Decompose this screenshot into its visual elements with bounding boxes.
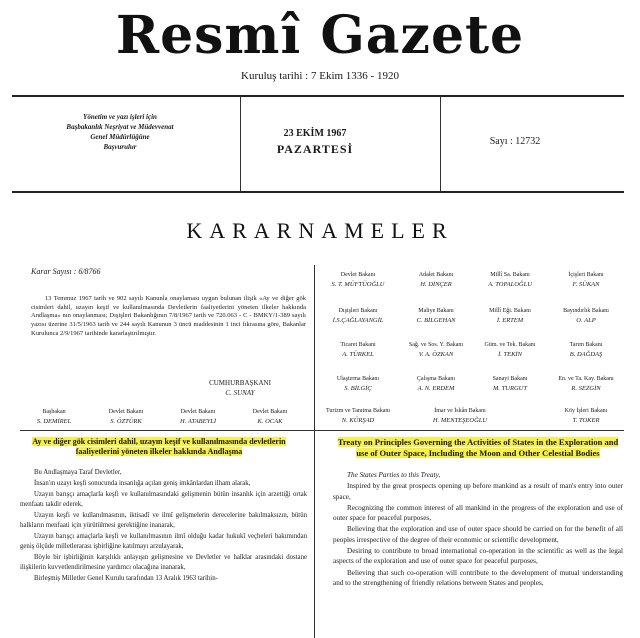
column-divider (314, 265, 315, 638)
issue-day: PAZARTESİ (276, 142, 354, 156)
signature: Çalışma Bakanı A. N. ERDEM (416, 376, 456, 392)
signature: İmar ve İskân Bakanı H. MENTEŞEOĞLU (432, 408, 488, 424)
signature: Başbakan S. DEMİREL (36, 409, 72, 425)
masthead-title: Resmî Gazete (115, 5, 525, 66)
signature: Ticaret Bakanı A. TÜRKEL (340, 342, 376, 358)
signature: Bayındırlık Bakanı O. ALP (563, 308, 609, 324)
treaty-body-english: The States Parties to this Treaty, Inspired by the great prospects opening up before mankind as a result of man's entry into outer space, Recognizing the common interest of all mankind in the progress of the exploration and use of outer space for peaceful purposes, Believing that the exploration and use of outer space should be carried on for the benefit of all peoples irrespective of the degree of their economic or scientific development, Desiring to contribute to broad international co-operation in the scientific as well as the legal aspects of the exploration and use of outer space for peaceful purposes, Believing that such co-operation will contribute to the development of mutual understanding and to the strengthening of friendly relations between States and peoples, (333, 471, 623, 587)
signature: Millî Eği. Bakanı İ. ERTEM (489, 308, 531, 324)
issue-number: Sayı : 12732 (489, 136, 541, 147)
signature: Adalet Bakanı H. DİNÇER (418, 272, 454, 288)
treaty-title-english: Treaty on Principles Governing the Activities of States in the Exploration and use of Outer Space, Including the Moon and Other Celestial Bodies (337, 437, 619, 458)
treaty-title-turkish: Ay ve diğer gök cisimleri dahil, uzayın keşif ve kullanılmasında devletlerin faaliyetlerini yöneten ilkeler hakkında Andlaşma (32, 437, 286, 456)
header-divider (240, 97, 241, 191)
signature: Güm. ve Tek. Bakanı İ. TEKİN (484, 342, 536, 358)
header-divider (440, 97, 441, 191)
president-signature: CUMHURBAŞKANI C. SUNAY (209, 379, 271, 397)
signature: Turizm ve Tanıtma Bakanı N. KÜRŞAD (325, 408, 391, 424)
signature: Devlet Bakanı H. ATABEYLİ (180, 409, 216, 425)
signature: En. ve Ta. Kay. Bakanı R. SEZGİN (558, 376, 614, 392)
signature: İçişleri Bakanı F. SÜKAN (568, 272, 604, 288)
treaty-body-turkish: Bu Andlaşmaya Taraf Devletler, İnsan'ın uzayı keşfi sonucunda insanlığa açılan geniş imkânlardan ilham alarak, Uzayın barışçı amaçlarla keşfi ve kullanılmasındaki gelişmenin bütün insanlık için arzettiği ortak menfaatı takdir ederek, Uzayın keşfi ve kullanılmasının, iktisadî ve ilmî gelişmelerin derecelerine bakılmaksızın, bütün halkların menfaati için yürütülmesi gerektiğine inanarak, Uzayın barışçı amaçlarla keşfi ve kullanılmasının ilmî olduğu kadar hukukî veçheleri bakımından geniş ölçüde milletlerarası işbirliğine katılmayı arzulayarak, Böyle bir işbirliğinin karşılıklı anlayışın gelişmesine ve Devletler ve halklar arasındaki dostane ilişkilerin kuvvetlendirilmesine yardımcı olacağına inanarak, Birleşmiş Milletler Genel Kurulu tarafından 13 Aralık 1963 tarihin- (20, 469, 307, 582)
publisher-info: Yönetim ve yazı işleri için Başbakanlık Neşriyat ve Müdevvenat Genel Müdürlüğüne Başvurulur (66, 113, 174, 151)
signature: Sağ. ve Sos. Y. Bakanı V. A. ÖZKAN (408, 342, 464, 358)
signature: Ulaştırma Bakanı S. BİLGİÇ (336, 376, 380, 392)
signature: Devlet Bakanı K. OCAK (252, 409, 288, 425)
decree-number: Karar Sayısı : 6/8766 (31, 267, 101, 276)
signature: Sanayi Bakanı M. TURGUT (492, 376, 528, 392)
signature: Millî Sa. Bakanı A. TOPALOĞLU (488, 272, 532, 288)
signature: Devlet Bakanı S. T. MÜFTÜOĞLU (331, 272, 385, 288)
issue-date: 23 EKİM 1967 (283, 128, 347, 139)
signature: Dışişleri Bakanı İ.S.ÇAĞLAYANGİL (332, 308, 384, 324)
signature: Köy İşleri Bakanı T. TOKER (564, 408, 608, 424)
signature: Maliye Bakanı C. BİLGEHAN (416, 308, 456, 324)
founding-date: Kuruluş tarihi : 7 Ekim 1336 - 1920 (241, 70, 399, 82)
section-divider (20, 430, 624, 431)
section-title: KARARNAMELER (186, 218, 454, 243)
decree-body: 13 Temmuz 1967 tarih ve 902 sayılı Kanunla onaylaması uygun bulunan ilişik «Ay ve diğer gök cisimleri dahil, uzayın keşif ve kullanılmasında Devletlerin faaliyetlerini yöneten ilkeler hakkında Andlaşma» nın onaylanması; Dışişleri Bakanlığının 7/8/1967 tarih ve 720.063 - C - BMKY/1-389 sayılı yazısı üzerine 31/5/1963 tarih ve 244 sayılı Kanunun 3 üncü maddesinin 1 inci fıkrasına göre, Bakanlar Kurulunca 2/9/1967 tarihinde kararlaştırılmıştır. (31, 295, 306, 337)
signature: Tarım Bakanı B. DAĞDAŞ (569, 342, 603, 358)
signature: Devlet Bakanı S. ÖZTÜRK (108, 409, 144, 425)
